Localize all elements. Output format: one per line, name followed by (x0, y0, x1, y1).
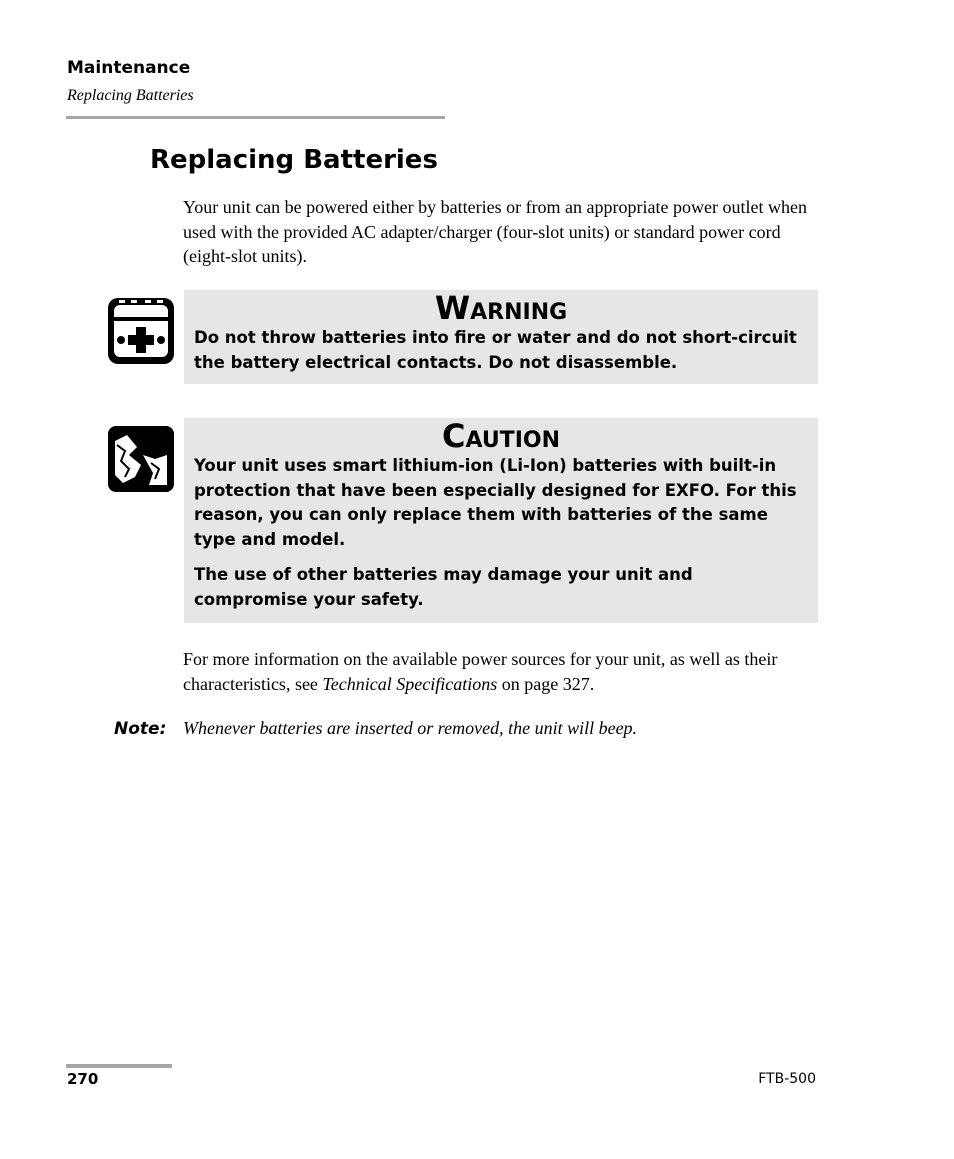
intro-paragraph: Your unit can be powered either by batteries or from an appropriate power outlet when used with the provided AC adapter/charger (four-slot units) or standard power cord (eight-slot units). (183, 197, 807, 266)
more-info-paragraph (183, 647, 823, 696)
page-title: Replacing Batteries (150, 145, 438, 175)
caution-box (184, 418, 818, 623)
caution-heading: Caution (441, 417, 560, 455)
warning-box (184, 290, 818, 384)
warning-icon (107, 297, 175, 365)
warning-heading: Warning (434, 289, 568, 327)
page-number: 270 (67, 1070, 99, 1088)
more-info-page-ref: on page 327. (497, 673, 595, 694)
running-header-section: Maintenance (67, 58, 191, 78)
note-text: Whenever batteries are inserted or removed, the unit will beep. (183, 718, 638, 738)
warning-text: Do not throw batteries into fire or water and do not short-circuit the battery electrical contacts. Do not disassemble. (194, 328, 797, 372)
caution-icon (107, 425, 175, 493)
technical-specifications-link[interactable]: Technical Specifications (322, 673, 498, 694)
running-header-subsection: Replacing Batteries (67, 87, 194, 104)
note-label: Note: (114, 719, 167, 739)
caution-text-1: Your unit uses smart lithium-ion (Li-Ion) batteries with built-in protection that have been especially designed for EXFO. For this reason, you can only replace them with batteries of the same type and model. (194, 456, 797, 549)
caution-text-2: The use of other batteries may damage your unit and compromise your safety. (194, 565, 693, 609)
header-rule (66, 116, 445, 119)
footer-rule (66, 1064, 172, 1068)
product-name: FTB-500 (758, 1071, 816, 1087)
more-info-lead: For more information on the available power sources for your unit, as well as their characteristics, see (183, 649, 778, 694)
